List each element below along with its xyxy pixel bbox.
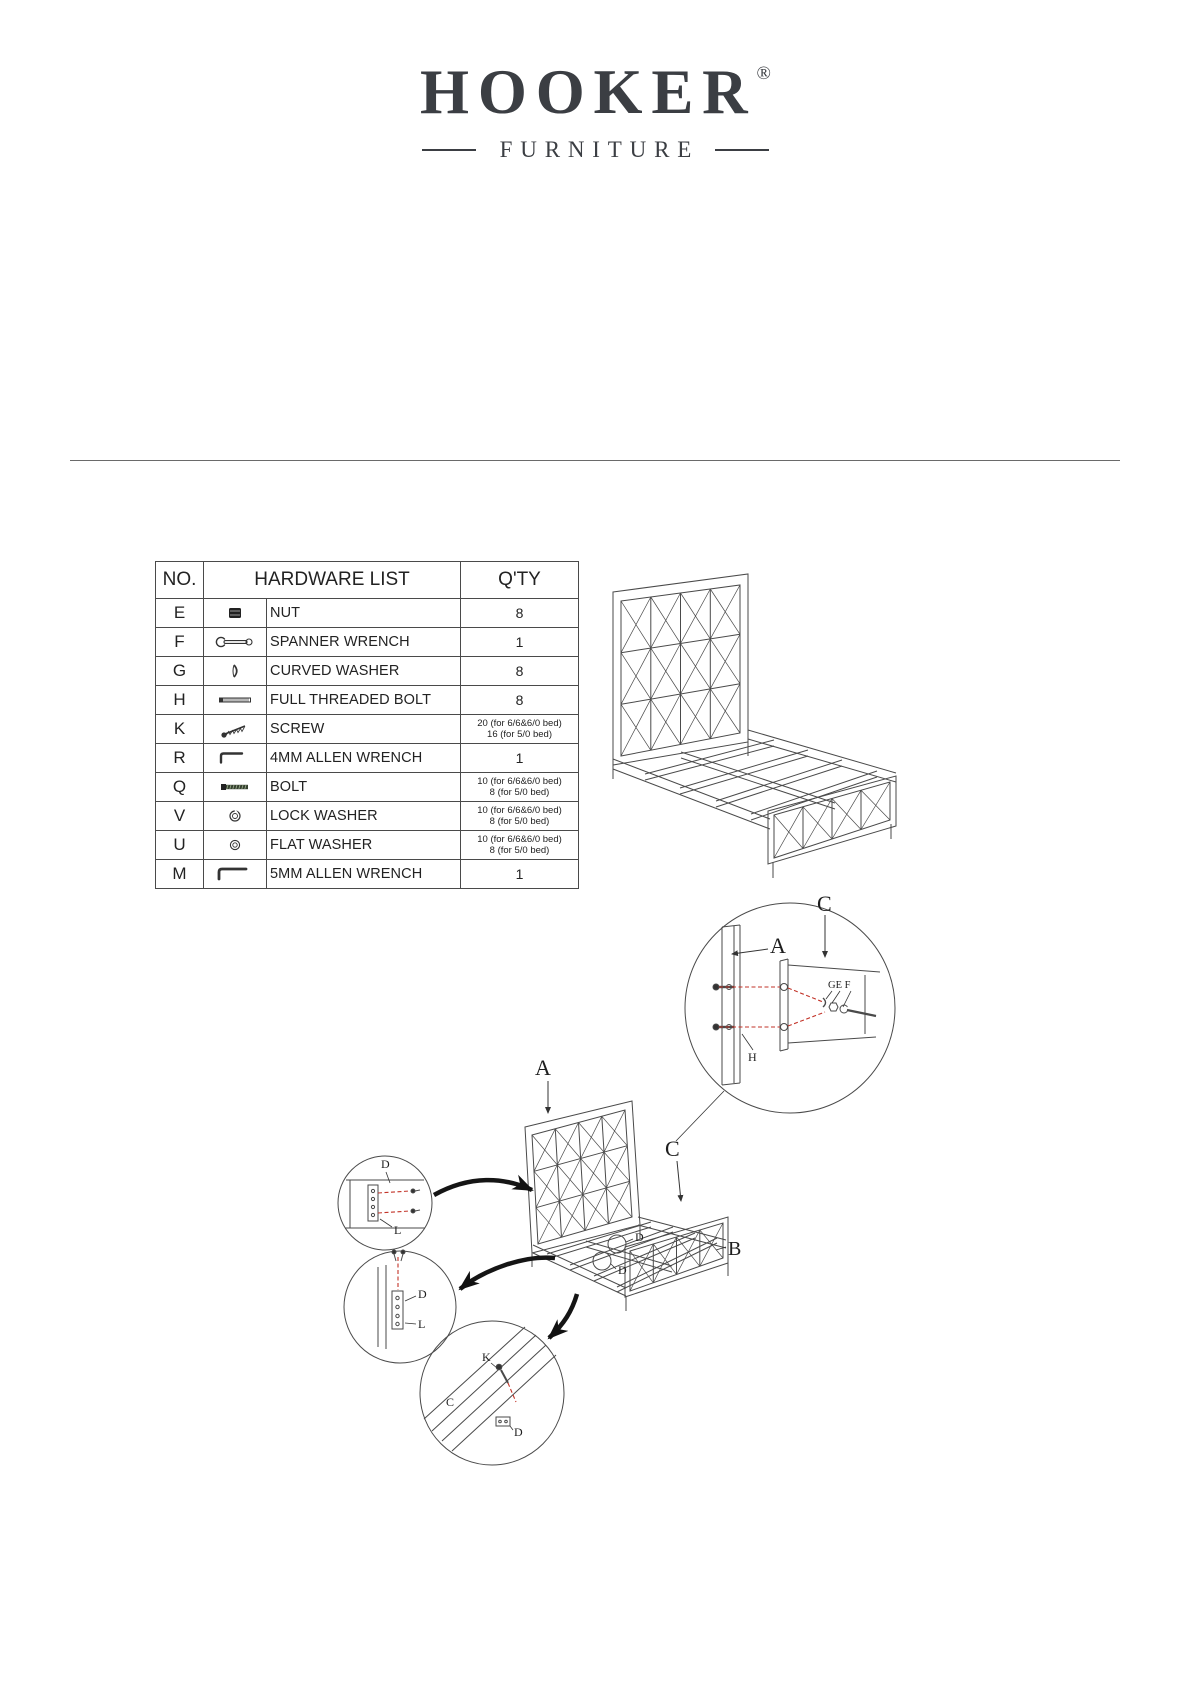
headboard xyxy=(613,574,748,765)
label-c-rail: C xyxy=(665,1136,680,1161)
callout-arrow-3 xyxy=(549,1294,577,1338)
col-header-qty: Q'TY xyxy=(461,562,579,599)
hw-name: SPANNER WRENCH xyxy=(267,628,461,657)
hw-no: Q xyxy=(156,773,204,802)
detail-circle-foot-bracket xyxy=(344,1250,456,1363)
hw-qty: 8 xyxy=(461,657,579,686)
label-b-footboard: B xyxy=(728,1238,742,1260)
allen-wrench-5mm-icon xyxy=(213,864,257,884)
full-threaded-bolt-icon xyxy=(213,690,257,710)
curved-washer-icon xyxy=(213,661,257,681)
label-d-detail1: D xyxy=(381,1157,390,1171)
label-l-detail1: L xyxy=(394,1223,402,1237)
hw-no: G xyxy=(156,657,204,686)
spanner-wrench-icon xyxy=(213,632,257,652)
label-gef: GE F xyxy=(828,980,851,991)
flat-washer-icon xyxy=(213,835,257,855)
hw-name: BOLT xyxy=(267,773,461,802)
label-a-detail: A xyxy=(770,933,786,958)
hardware-list-table xyxy=(155,561,579,889)
label-h: H xyxy=(748,1050,757,1064)
label-d-detail2: D xyxy=(418,1287,427,1301)
hw-qty: 1 xyxy=(461,744,579,773)
bed-line-art xyxy=(613,574,896,878)
label-l-detail2: L xyxy=(418,1317,426,1331)
screw-icon xyxy=(213,719,257,739)
label-d-rail-bracket: D xyxy=(635,1230,644,1244)
hw-qty: 10 (for 6/6&6/0 bed) 8 (for 5/0 bed) xyxy=(461,773,579,802)
label-c-detail: C xyxy=(817,895,832,916)
hw-qty: 8 xyxy=(461,599,579,628)
detail-circle-post-connection xyxy=(685,903,895,1113)
col-header-hardware-list: HARDWARE LIST xyxy=(204,562,461,599)
hw-no: M xyxy=(156,860,204,889)
hw-no: K xyxy=(156,715,204,744)
hw-no: H xyxy=(156,686,204,715)
allen-wrench-4mm-icon xyxy=(213,748,257,768)
right-rule xyxy=(715,149,769,151)
brand-logo xyxy=(0,56,1191,163)
brand-subtitle: FURNITURE xyxy=(499,137,700,162)
lock-washer-icon xyxy=(213,806,257,826)
hw-no: R xyxy=(156,744,204,773)
hw-name: LOCK WASHER xyxy=(267,802,461,831)
hw-qty: 8 xyxy=(461,686,579,715)
registered-mark: ® xyxy=(756,63,771,84)
red-bolt-lines xyxy=(719,987,825,1027)
label-d-foot-bracket: D xyxy=(618,1263,627,1277)
bolt-icon xyxy=(213,777,257,797)
hw-no: U xyxy=(156,831,204,860)
table-row xyxy=(156,831,579,860)
table-row xyxy=(156,802,579,831)
callout-arrow-2 xyxy=(460,1258,555,1289)
hw-no: E xyxy=(156,599,204,628)
hw-name: CURVED WASHER xyxy=(267,657,461,686)
table-row xyxy=(156,715,579,744)
label-c-detail3: C xyxy=(446,1395,455,1409)
exploded-bed xyxy=(525,1101,728,1311)
table-header-row xyxy=(156,562,579,599)
hw-qty: 20 (for 6/6&6/0 bed) 16 (for 5/0 bed) xyxy=(461,715,579,744)
label-k-detail3: K xyxy=(482,1350,491,1364)
hw-no: F xyxy=(156,628,204,657)
hw-name: 4MM ALLEN WRENCH xyxy=(267,744,461,773)
red-screw-lines-1 xyxy=(378,1191,410,1213)
hw-qty: 10 (for 6/6&6/0 bed) 8 (for 5/0 bed) xyxy=(461,802,579,831)
hw-name: 5MM ALLEN WRENCH xyxy=(267,860,461,889)
table-row xyxy=(156,657,579,686)
callout-arrow-1 xyxy=(434,1180,532,1195)
assembly-diagram xyxy=(320,895,970,1485)
detail-circle-screw xyxy=(420,1321,564,1465)
label-d-detail3: D xyxy=(514,1425,523,1439)
footboard xyxy=(768,776,896,864)
table-row xyxy=(156,628,579,657)
col-header-no: NO. xyxy=(156,562,204,599)
brand-name: HOOKER xyxy=(420,57,757,127)
table-row xyxy=(156,686,579,715)
hw-no: V xyxy=(156,802,204,831)
table-row xyxy=(156,773,579,802)
table-row xyxy=(156,744,579,773)
hw-name: NUT xyxy=(267,599,461,628)
nut-icon xyxy=(213,603,257,623)
hw-name: SCREW xyxy=(267,715,461,744)
hw-name: FULL THREADED BOLT xyxy=(267,686,461,715)
hw-name: FLAT WASHER xyxy=(267,831,461,860)
table-row xyxy=(156,860,579,889)
left-rule xyxy=(422,149,476,151)
assembled-bed-illustration xyxy=(598,562,918,892)
hw-qty: 1 xyxy=(461,628,579,657)
horizontal-divider xyxy=(70,460,1120,461)
table-row xyxy=(156,599,579,628)
label-a-headboard: A xyxy=(535,1055,551,1080)
hw-qty: 1 xyxy=(461,860,579,889)
brand-subtitle-row xyxy=(0,137,1191,163)
hw-qty: 10 (for 6/6&6/0 bed) 8 (for 5/0 bed) xyxy=(461,831,579,860)
